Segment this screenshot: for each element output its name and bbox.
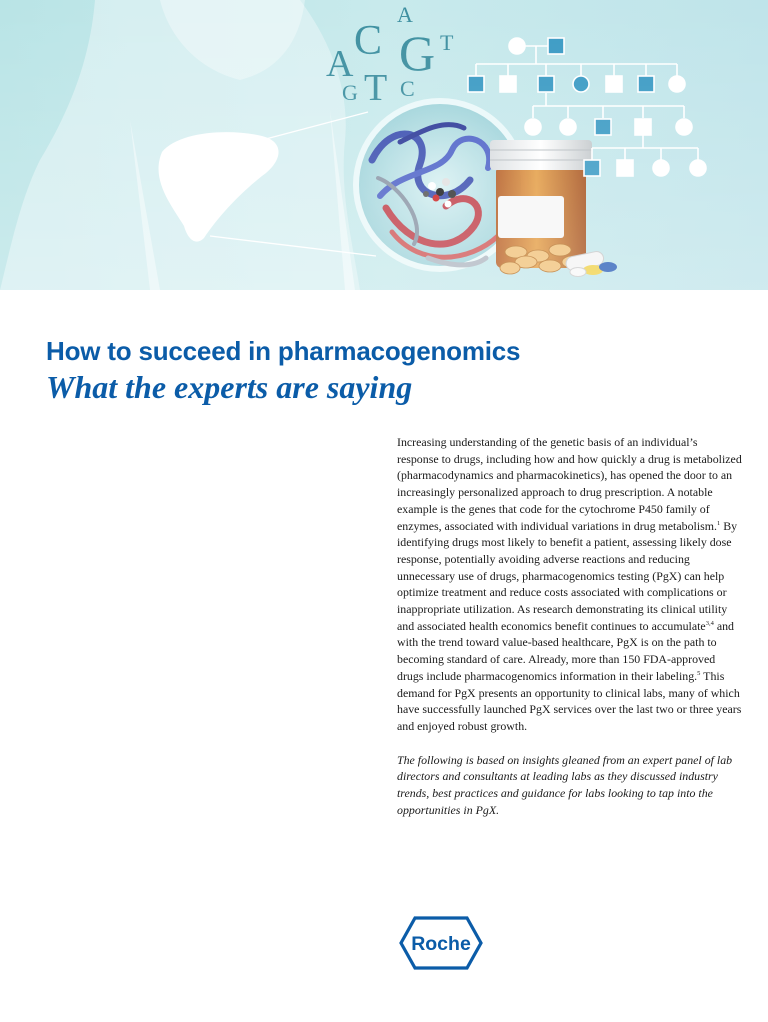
intro-text: This demand for PgX presents an opportunity to clinical labs, many of which have successfully launched PgX services over the last two or three years and enjoyed robust growth.: [397, 668, 742, 733]
article-body: [397, 434, 742, 818]
citation-marker: 1: [717, 519, 721, 527]
expert-panel-note: The following is based on insights gleaned from an expert panel of lab directors and consultants at leading labs as they discussed industry trends, best practices and guidance for labs looking to tap into the opportunities in PgX.: [397, 752, 733, 817]
roche-logo: [399, 915, 483, 971]
citation-marker: 3,4: [705, 619, 714, 627]
page-title: How to succeed in pharmacogenomics: [46, 336, 521, 366]
intro-text: and with the trend toward value-based healthcare, PgX is on the path to becoming standard of care. Already, more than 150 FDA-approved drugs include pharmacogenomics information in their labeling.: [397, 618, 734, 683]
roche-logo-text: Roche: [411, 933, 471, 955]
hero-illustration: [0, 0, 768, 290]
citation-marker: 5: [697, 669, 701, 677]
intro-paragraph: [397, 434, 742, 735]
page-subtitle: What the experts are saying: [46, 369, 413, 405]
intro-text: By identifying drugs most likely to benefit a patient, assessing likely dose response, potentially avoiding adverse reactions and reducing unnecessary use of drugs, pharmacogenomics testing (PgX) can help optimize treatment and reduce costs associated with complications or inappropriate utilization. As research demonstrating its clinical utility and associated health economics benefit continues to accumulate: [397, 518, 738, 633]
intro-text: Increasing understanding of the genetic basis of an individual’s response to drugs, including how and how quickly a drug is metabolized (pharmacodynamics and pharmacokinetics), has opened the door to an increasingly personalized approach to drug prescription. A notable example is the genes that code for the cytochrome P450 family of enzymes, associated with individual variations in drug metabolism.: [397, 435, 742, 533]
